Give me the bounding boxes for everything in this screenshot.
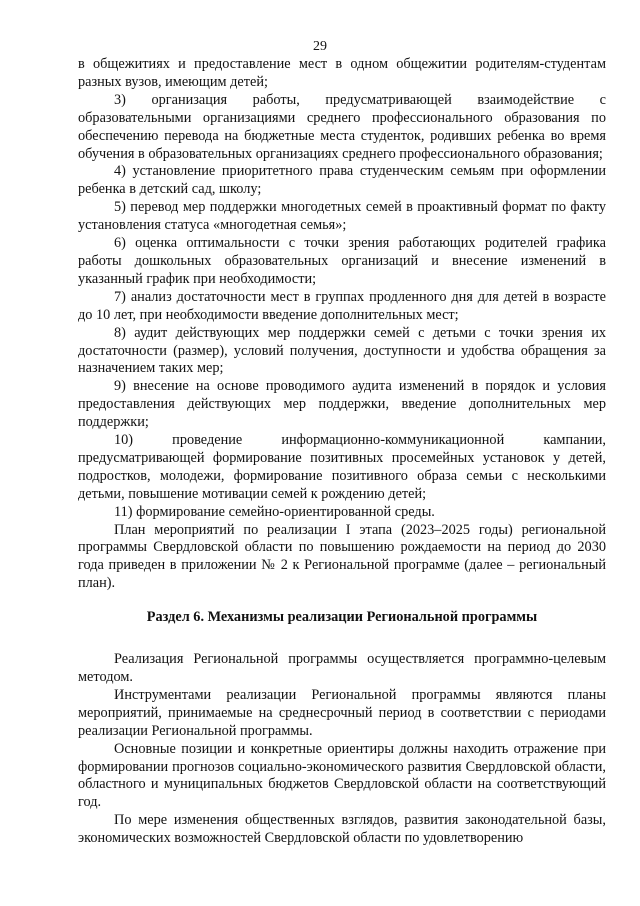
paragraph: Инструментами реализации Региональной программы являются планы мероприятий, принимаемые на среднесрочный период в соответствии с периодами реализации Региональной программы. (78, 686, 606, 739)
document-body (78, 56, 606, 848)
paragraph: 7) анализ достаточности мест в группах продленного дня для детей в возрасте до 10 лет, при необходимости введение дополнительных мест; (78, 288, 606, 323)
paragraphs-before-section (78, 56, 606, 593)
paragraph: Реализация Региональной программы осуществляется программно-целевым методом. (78, 651, 606, 685)
paragraph: в общежитиях и предоставление мест в одном общежитии родителям-студентам разных вузов, имеющим детей; (78, 56, 606, 90)
paragraph: 11) формирование семейно-ориентированной среды. (114, 503, 435, 520)
paragraph: Основные позиции и конкретные ориентиры должны находить отражение при формировании прогнозов социально-экономического развития Свердловской области, областного и муниципальных бюджетов Свердловской области на соответствующий год. (78, 740, 606, 811)
paragraph: 8) аудит действующих мер поддержки семей с детьми с точки зрения их достаточности (размер), условий получения, доступности и удобства обращения за назначением таких мер; (78, 324, 606, 377)
paragraph: По мере изменения общественных взглядов, развития законодательной базы, экономических возможностей Свердловской области по удовлетворению (78, 812, 606, 847)
paragraph: 5) перевод мер поддержки многодетных семей в проактивный формат по факту установления статуса «многодетная семья»; (78, 199, 606, 234)
paragraph: 10) проведение информационно-коммуникационной кампании, предусматривающей формирование позитивных просемейных установок у детей, подростков, молодежи, формирование позитивного образа семьи с несколькими детьми, повышение мотивации семей к рождению детей; (78, 432, 606, 502)
paragraph: 4) установление приоритетного права студенческим семьям при оформлении ребенка в детский сад, школу; (78, 163, 606, 198)
page-number: 29 (313, 39, 327, 54)
paragraph: План мероприятий по реализации I этапа (2023–2025 годы) региональной программы Свердловской области по повышению рождаемости на период до 2030 года приведен в приложении № 2 к Региональной программе (далее – региональный план). (78, 521, 606, 592)
paragraph: 3) организация работы, предусматривающей взаимодействие с образовательными организациями среднего профессионального образования по обеспечению перевода на бюджетные места студенток, родивших ребенка во время обучения в образовательных организациях среднего профессионального образования; (78, 91, 606, 162)
paragraphs-after-section (78, 651, 606, 848)
paragraph: 6) оценка оптимальности с точки зрения работающих родителей графика работы дошкольных образовательных организаций и внесение изменений в указанный график при необходимости; (78, 235, 606, 287)
section-heading: Раздел 6. Механизмы реализации Региональной программы (146, 609, 538, 626)
paragraph: 9) внесение на основе проводимого аудита изменений в порядок и условия предоставления действующих мер поддержки, введение дополнительных мер поддержки; (78, 378, 606, 431)
